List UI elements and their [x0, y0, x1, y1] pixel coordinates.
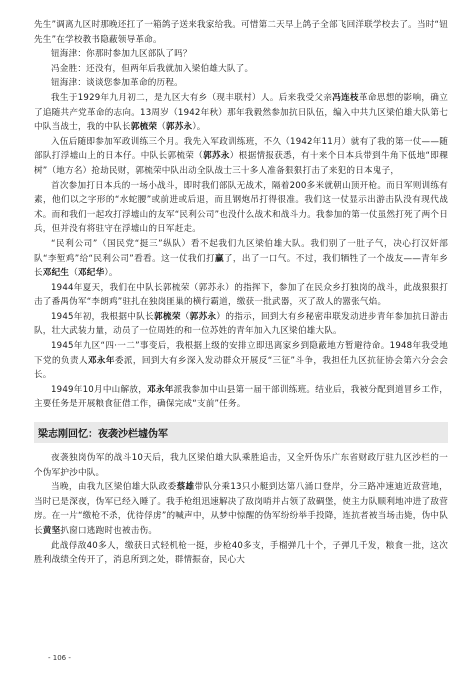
paragraph: [34, 539, 448, 568]
text-run: 此战俘敌40多人，缴获日式轻机枪一挺，步枪40多支，手榴弹几十个，子弹几千发，粮食一批，这次胜利战绩全传开了，消息所到之处，群情振奋，民心大: [34, 540, 448, 566]
bold-name: 郭梳荣: [130, 122, 158, 133]
bold-name: 郭苏永: [189, 311, 217, 322]
text-run: 了，出了一口气。不过，我们牺牲了一个战友——青年乡长: [34, 253, 448, 279]
text-run: 先生”调离九区时那晚还扛了一箱鸽子送来我家给我。可惜第二天早上鸽子全部飞回洋联学校去了。当时“钮先生”在学校教书隐蔽领导革命。: [34, 20, 448, 45]
text-run: （: [180, 311, 190, 322]
text-run: 1945年初，我根据中队长: [51, 311, 154, 322]
paragraph: [34, 383, 448, 412]
text-run: 冯金胜：还没有，但两年后我就加入梁伯雄大队了。: [51, 63, 254, 74]
bold-name: 冯连枝: [332, 92, 359, 103]
text-run: （: [157, 122, 166, 133]
text-run: 带队分乘13只小艇到达第八涌口登岸，分三路冲速迪近敌营地，当时已是深夜，伪军已经入睡了。我手枪组迅速解决了敌岗哨并占领了敌碉堡，使主力队顺利地冲进了敌营房。在一片“缴枪不杀，优待俘虏”的喊声中，从梦中惊醒的伪军纷纷举手投降，连抗者被当场击毙，伪中队长: [34, 482, 448, 536]
text-run: 扒窗口逃跑时也被击伤。: [60, 526, 158, 536]
bold-name: 郭梳荣: [154, 311, 181, 322]
text-run: “民利公司”（国民党“挺三”纵队）看不起我们九区梁伯雄大队。我们别了一肚子气，决心打汉奸部队“李堑鸡”给“民利公司”看看。这一仗我们打: [34, 238, 448, 264]
text-run: 钮海津：谈谈您参加革命的历程。: [51, 78, 183, 89]
text-run: ）根据情报获悉，有十来个日本兵带到牛角下低地“即稞树”（地方名）抢劫民财，郭梳荣中队出动全队战士三十多人准备狠狠打击了来犯的日本鬼子，: [34, 151, 448, 176]
text-run: 1944年夏天，我们在中队长郭梳荣（郭苏永）的指挥下，参加了在民众乡打独岗的战斗，此战狠狠打击了番禺伪军“李朗鸡”驻扎在独岗匪巢的横行霸道，缴获一批武器，灭了敌人的嚣张气焰。: [34, 282, 448, 308]
paragraph: [34, 310, 448, 339]
text-run: 首次参加打日本兵的一场小战斗，即时我们部队无战术，隔着200多米就朝山顶开枪。而日军则训练有素，他们以之字形的“水蛇腰”或前进或后退，而且钢炮吊打得很准。我们这一仗显示出游击队没有现代战术。而和我们一起攻打浮墟山的友军“民利公司”也没什么战术和战斗力。我参加的第一仗虽然打死了两个日兵，但并没有将驻守在浮墟山的日军赶走。: [34, 180, 448, 235]
bold-name: 邓永年: [87, 355, 115, 366]
text-run: 夜袭独岗伪军的战斗10天后，我九区梁伯雄大队乘胜追击，又全歼伪乐广东省财政厅驻九区沙栏的一个伪军护沙中队。: [34, 453, 448, 478]
text-run: 我生于1929年九月初二，是九区大有乡（现丰联村）人。后来我受父亲: [51, 92, 333, 103]
bold-name: 赢: [214, 253, 224, 264]
interview-section: [34, 18, 448, 412]
text-run: 1949年10月中山解放，: [51, 384, 148, 395]
bold-name: 黄坚: [42, 526, 61, 536]
paragraph: [34, 76, 448, 91]
bold-name: 郭苏永: [203, 151, 230, 162]
bold-name: 邓永年: [147, 384, 174, 395]
bold-name: 蔡雄: [176, 482, 195, 493]
page-number: - 106 -: [48, 654, 71, 662]
section-title: 梁志刚回忆：夜袭沙栏墟伪军: [34, 422, 448, 443]
paragraph: [34, 451, 448, 480]
paragraph: [34, 480, 448, 538]
paragraph: [34, 62, 448, 77]
text-run: 委派，回到大有乡深入发动群众开展反“三征”斗争，我担任九区抗征协会第六分会会长。: [34, 355, 448, 381]
paragraph: [34, 18, 448, 47]
paragraph: [34, 179, 448, 237]
text-run: 革命思想的影响，确立了追随共产党革命的志向。13周岁（1942年秋）那年我毅然参加抗日队伍，编入中共九区梁伯雄大队第七中队当战士，我的中队长: [34, 92, 448, 133]
paragraph: [34, 237, 448, 281]
text-run: 1945年九区“四·一二”事变后，我根据上级的安排立即迅离家乡到隐蔽地方暂避待命。1948年我受地下党的负责人: [34, 341, 448, 366]
paragraph: [34, 135, 448, 179]
paragraph: [34, 339, 448, 383]
document-page: [34, 18, 448, 568]
text-run: ）。: [104, 268, 118, 279]
paragraph: [34, 47, 448, 62]
bold-name: 邓纪生: [42, 268, 70, 279]
recollection-section: [34, 451, 448, 568]
bold-name: 邓纪华: [77, 268, 105, 279]
text-run: ）。: [192, 122, 206, 133]
text-run: 当晚，由我九区梁伯雄大队政委: [51, 482, 177, 493]
text-run: ）的指示，回到大有乡秘密串联发动进步青年参加抗日游击队，壮大武装力量，动员了一位周姓的和一位苏姓的青年加入九区梁伯雄大队。: [34, 311, 449, 337]
paragraph: [34, 91, 448, 135]
bold-name: 郭苏永: [165, 122, 193, 133]
text-run: 入伍后随即参加军政训练三个月。我先入军政训练班，不久（1942年11月）就有了我的第一仗——随部队打浮墟山上的日本仔。中队长郭梳荣（: [34, 136, 448, 162]
text-run: （: [69, 268, 78, 279]
paragraph: [34, 281, 448, 310]
text-run: 派我参加中山县第一届干部训练班。结业后，我被分配到道冒乡工作，主要任务是开展粮食征借工作，确保完成“支前”任务。: [34, 384, 449, 410]
text-run: 钮海津：你那时参加九区部队了吗？: [51, 49, 192, 60]
